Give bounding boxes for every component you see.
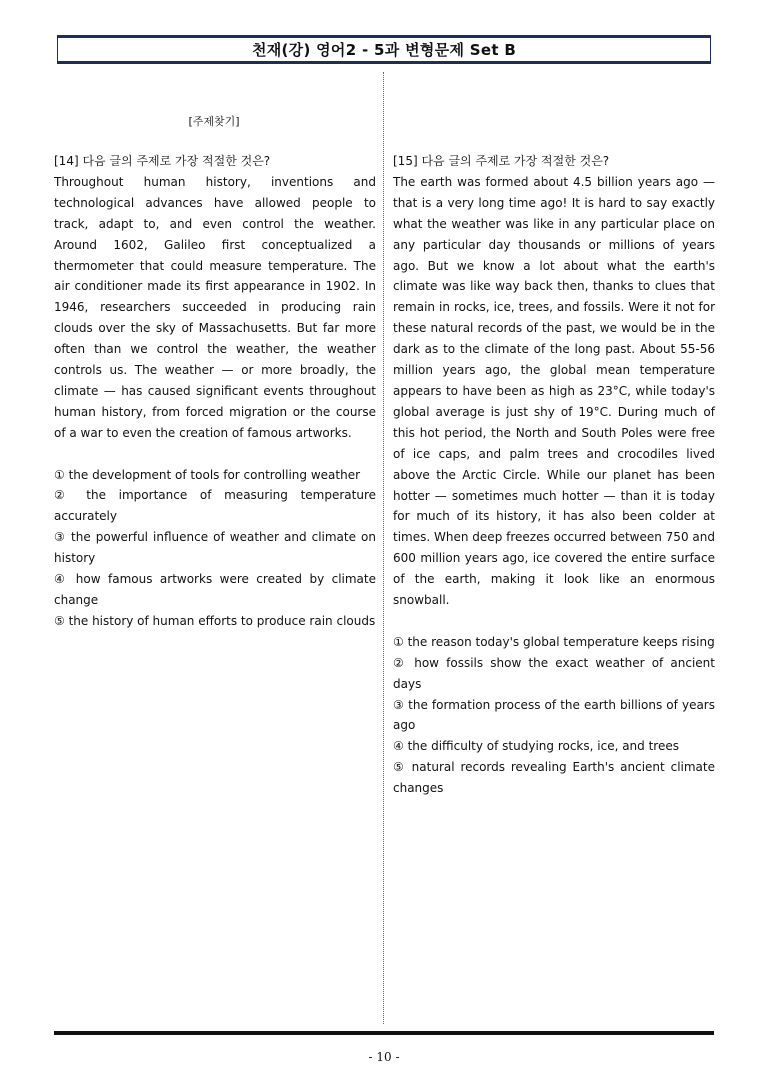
answer-choices <box>54 465 376 632</box>
question-15 <box>393 151 715 799</box>
page-number: - 10 - <box>368 1050 400 1064</box>
choice-4[interactable]: ④ how famous artworks were created by climate change <box>54 572 376 608</box>
question-passage: Throughout human history, inventions and technological advances have allowed people to track, adapt to, and even control the weather. Around 1602, Galileo first conceptualized a thermometer that could measure temperature. The air conditioner made its first appearance in 1902. In 1946, researchers succeeded in producing rain clouds over the sky of Massachusetts. But far more often than we control the weather, the weather controls us. The weather — or more broadly, the climate — has caused significant events throughout human history, from forced migration or the course of a war to even the creation of famous artworks. <box>54 174 376 440</box>
choice-3[interactable]: ③ the formation process of the earth billions of years ago <box>393 697 715 733</box>
choice-2[interactable]: ② the importance of measuring temperature accurately <box>54 488 376 524</box>
section-label: [주제찾기] <box>188 115 240 128</box>
choice-5[interactable]: ⑤ the history of human efforts to produce rain clouds <box>54 613 376 628</box>
choice-2[interactable]: ② how fossils show the exact weather of ancient days <box>393 655 715 691</box>
question-passage: The earth was formed about 4.5 billion years ago — that is a very long time ago! It is hard to say exactly what the weather was like in any particular place on any particular day thousands or millions of years ago. But we know a lot about what the earth's climate was like way back then, thanks to clues that remain in rocks, ice, trees, and fossils. Were it not for these natural records of the past, we would be in the dark as to the climate of the long past. About 55-56 million years ago, the global mean temperature appears to have been as high as 23°C, while today's global average is just shy of 19°C. During much of this hot period, the North and South Poles were free of ice caps, and palm trees and crocodiles lived above the Arctic Circle. While our planet has been hotter — sometimes much hotter — than it is today for much of its history, it has also been colder at times. When deep freezes occurred between 750 and 600 million years ago, ice covered the entire surface of the earth, making it look like an enormous snowball. <box>393 174 715 608</box>
question-14 <box>54 151 376 632</box>
question-heading: [14] 다음 글의 주제로 가장 적절한 것은? <box>54 154 271 168</box>
footer-rule <box>54 1031 714 1035</box>
page-title: 천재(강) 영어2 - 5과 변형문제 Set B <box>57 35 711 64</box>
choice-5[interactable]: ⑤ natural records revealing Earth's ancient climate changes <box>393 760 715 796</box>
question-heading: [15] 다음 글의 주제로 가장 적절한 것은? <box>393 154 610 168</box>
choice-4[interactable]: ④ the difficulty of studying rocks, ice, and trees <box>393 739 679 754</box>
choice-1[interactable]: ① the development of tools for controlling weather <box>54 467 361 482</box>
answer-choices <box>393 632 715 799</box>
choice-3[interactable]: ③ the powerful influence of weather and climate on history <box>54 530 376 566</box>
choice-1[interactable]: ① the reason today's global temperature keeps rising <box>393 634 715 649</box>
column-divider <box>383 72 384 1024</box>
